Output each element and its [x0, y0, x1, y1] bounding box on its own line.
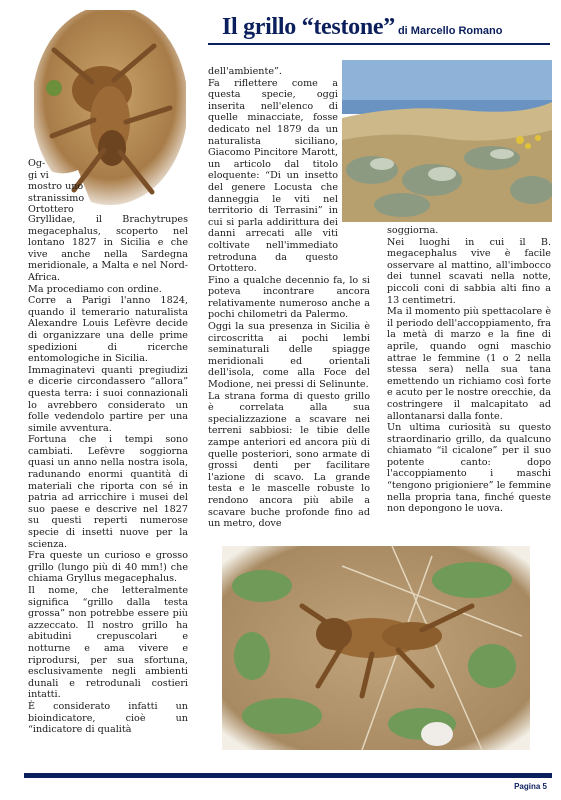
paragraph: Oggi la sua presenza in Sicilia è circoscritta ai pochi lembi seminaturali delle spiagge meridionali ed orientali dell'isola, come alla Foce del Modione, nei pressi di Selinunte. [208, 321, 370, 391]
title-underline [208, 43, 550, 45]
article-column-1 [28, 214, 188, 736]
paragraph: Gryllidae, il Brachytrupes megacephalus, scoperto nel lontano 1827 in Sicilia e che vive anche nella Sardegna meridionale, a Malta e nel Nord-Africa. [28, 214, 188, 283]
paragraph: Ma il momento più spettacolare è il periodo dell'accoppiamento, fra la metà di marzo e la fine di aprile, quando ogni maschio attrae le femmine (1 o 2 nella stessa sera) nella sua tana emettendo un richiamo così forte e acuto per le nostre orecchie, da costringere il malcapitato ad allontanarsi dalla fonte. [387, 306, 551, 422]
paragraph: La strana forma di questo grillo è correlata alla sua specializzazione a scavare nei terreni sabbiosi: le tibie delle zampe anteriori ed ancora più di quelle posteriori, sono armate di grossi denti per facilitare l'azione di scavo. La grande testa e le mascelle robuste lo rendono ancora più abile a scavare buche profonde fino ad un metro, dove [208, 390, 370, 530]
cricket-on-sand-photo [222, 546, 530, 750]
article-byline: di Marcello Romano [397, 25, 503, 37]
paragraph: Fino a qualche decennio fa, lo si poteva incontrare ancora relativamente numeroso anche a pochi chilometri da Palermo. [208, 274, 370, 321]
paragraph: dell'ambiente”. [208, 66, 282, 77]
paragraph: Fa riflettere come a questa specie, oggi inserita nell'elenco di quelle minacciate, fosse dedicato nel 1879 da un naturalista siciliano, Giacomo Pincitore Marott, un articolo dal titolo eloquente: “Di un insetto del genere Locusta che danneggia le viti nel territorio di Terrasini” in cui si parla addirittura dei danni arrecati alle viti coltivate nell'immediato retroduna da questo Ortottero. [208, 77, 338, 275]
paragraph: È considerato infatti un bioindicatore, cioè un “indicatore di qualità [28, 700, 188, 736]
paragraph: Il nome, che letteralmente significa “grillo dalla testa grossa” non potrebbe essere più azzeccato. Il nostro grillo ha abitudini crepuscolari e notturne e ama vivere e riprodursi, per sua sfortuna, esclusivamente negli ambienti dunali e retrodunali costieri intatti. [28, 585, 188, 701]
paragraph: Immaginatevi quanti pregiudizi e dicerie circondassero “allora” questa terra: i suoi connazionali lo avrebbero considerato un folle vedendolo partire per una simile avventura. [28, 364, 188, 434]
paragraph: Fortuna che i tempi sono cambiati. Lefèvre soggiorna quasi un anno nella nostra isola, radunando enormi quantità di materiali che riporta con sé in patria ad arricchire i musei del suo paese e descrive nel 1827 su questi reperti numerose specie di insetti nuove per la scienza. [28, 434, 188, 550]
article-title: Il grillo “testone” [222, 14, 395, 40]
article-column-2 [208, 66, 370, 530]
drop-in-text: Og- gi vi mostro uno stranissimo Ortottero [28, 158, 85, 216]
dune-landscape-photo [342, 60, 552, 222]
paragraph: Fra queste un curioso e grosso grillo (lungo più di 40 mm!) che chiama Gryllus megacephalus. [28, 550, 188, 585]
page-number: Pagina 5 [514, 782, 547, 791]
paragraph: soggiorna. [387, 225, 439, 236]
footer-rule [24, 773, 552, 778]
paragraph: Un ultima curiosità su questo straordinario grillo, da qualcuno chiamato “il cicalone” per il suo potente canto: dopo l'accoppiamento i maschi “tengono prigioniere” le femmine nella propria tana, finché queste non depongono le uova. [387, 422, 551, 515]
paragraph: Corre a Parigi l'anno 1824, quando il temerario naturalista Alexandre Louis Lefèvre decide di organizzare una delle prime spedizioni di ricerche entomologiche in Sicilia. [28, 295, 188, 365]
paragraph: Ma procediamo con ordine. [28, 283, 162, 295]
page-title [222, 14, 502, 41]
article-column-3 [387, 225, 551, 515]
paragraph: Nei luoghi in cui il B. megacephalus vive è facile osservare al mattino, all'imbocco dei tunnel scavati nella notte, piccoli coni di sabbia alti fino a 13 centimetri. [387, 236, 551, 306]
